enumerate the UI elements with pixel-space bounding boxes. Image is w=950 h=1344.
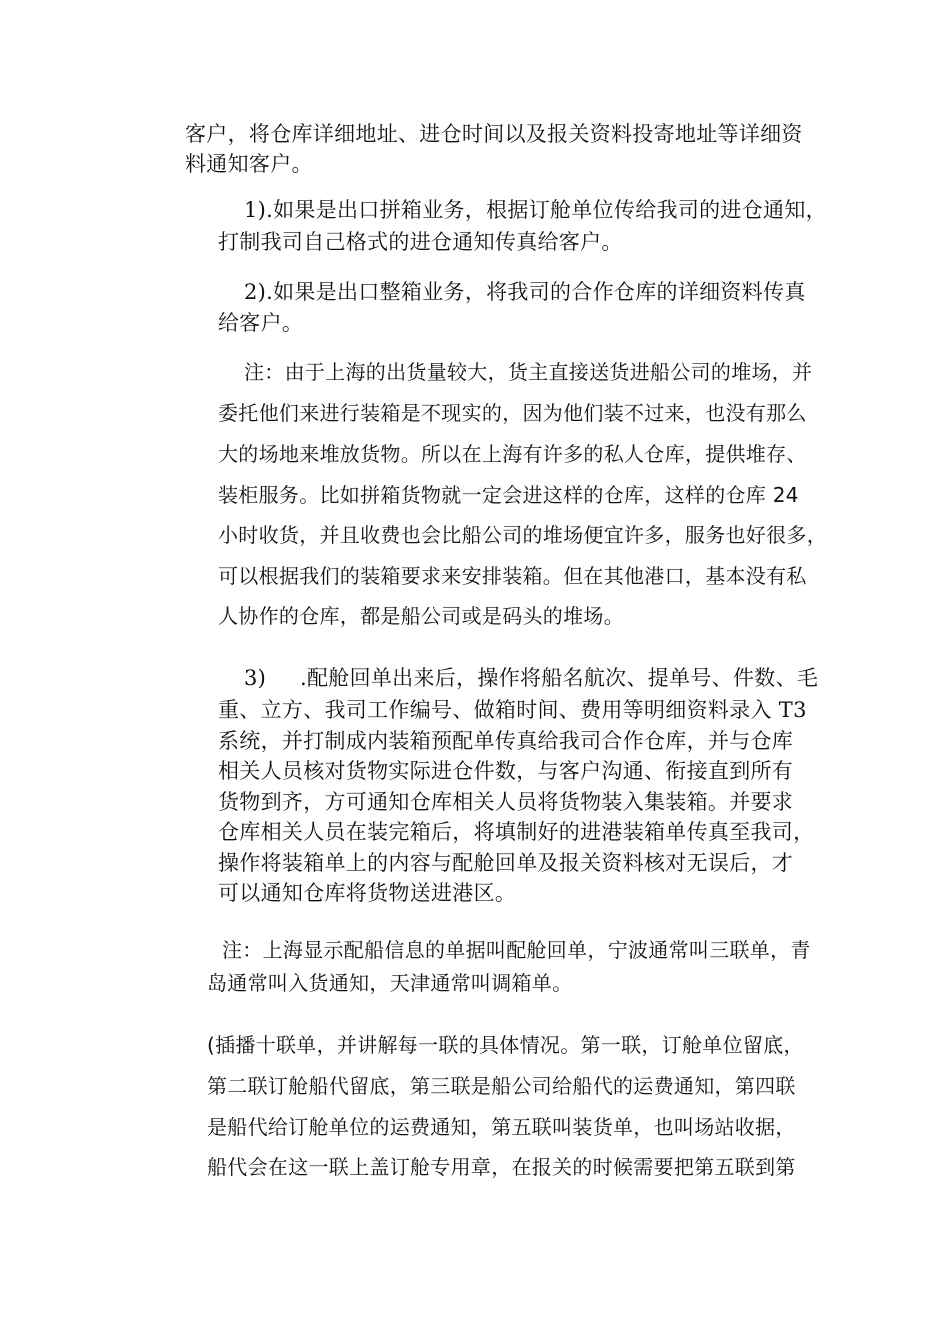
note-1-line: 装柜服务。比如拼箱货物就一定会进这样的仓库，这样的仓库 24 [218, 483, 799, 507]
item-3-line: 系统，并打制成内装箱预配单传真给我司合作仓库，并与仓库 [218, 729, 794, 753]
intro-line: 料通知客户。 [185, 152, 313, 176]
item-3-line: 可以通知仓库将货物送进港区。 [218, 881, 517, 905]
note-1-line: 小时收货，并且收费也会比船公司的堆场便宜许多，服务也好很多， [218, 523, 827, 547]
item-3-line: 操作将装箱单上的内容与配舱回单及报关资料核对无误后，才 [218, 851, 794, 875]
item-3-line: 重、立方、我司工作编号、做箱时间、费用等明细资料录入 T3 [218, 698, 807, 722]
note-2-line: 注：上海显示配船信息的单据叫配舱回单，宁波通常叫三联单，青 [222, 938, 811, 962]
note-1-line: 委托他们来进行装箱是不现实的，因为他们装不过来，也没有那么 [218, 401, 807, 425]
item-3-number: 3) [244, 666, 267, 690]
note-3-line: 是船代给订舱单位的运费通知，第五联叫装货单，也叫场站收据， [207, 1115, 796, 1139]
item-1-line: 打制我司自己格式的进仓通知传真给客户。 [218, 230, 623, 254]
item-3-line: 货物到齐，方可通知仓库相关人员将货物装入集装箱。并要求 [218, 790, 794, 814]
item-3-line: 仓库相关人员在装完箱后，将填制好的进港装箱单传真至我司， [218, 820, 815, 844]
item-3-line: .配舱回单出来后，操作将船名航次、提单号、件数、毛 [300, 666, 819, 690]
item-2-line: 2).如果是出口整箱业务，将我司的合作仓库的详细资料传真 [244, 280, 806, 304]
item-3-line: 相关人员核对货物实际进仓件数，与客户沟通、衔接直到所有 [218, 759, 794, 783]
item-2-line: 给客户。 [218, 311, 304, 335]
intro-line: 客户，将仓库详细地址、进仓时间以及报关资料投寄地址等详细资 [185, 122, 803, 146]
note-1-line: 可以根据我们的装箱要求来安排装箱。但在其他港口，基本没有私 [218, 564, 807, 588]
note-3-line: (插播十联单，并讲解每一联的具体情况。第一联，订舱单位留底， [207, 1033, 804, 1057]
note-3-line: 船代会在这一联上盖订舱专用章，在报关的时候需要把第五联到第 [207, 1155, 796, 1179]
note-2-line: 岛通常叫入货通知，天津通常叫调箱单。 [207, 971, 573, 995]
item-1-line: 1).如果是出口拼箱业务，根据订舱单位传给我司的进仓通知， [244, 198, 827, 222]
note-1-line: 大的场地来堆放货物。所以在上海有许多的私人仓库，提供堆存、 [218, 442, 807, 466]
note-1-line: 注：由于上海的出货量较大，货主直接送货进船公司的堆场，并 [244, 360, 813, 384]
note-3-line: 第二联订舱船代留底，第三联是船公司给船代的运费通知，第四联 [207, 1074, 796, 1098]
note-1-line: 人协作的仓库，都是船公司或是码头的堆场。 [218, 604, 624, 628]
